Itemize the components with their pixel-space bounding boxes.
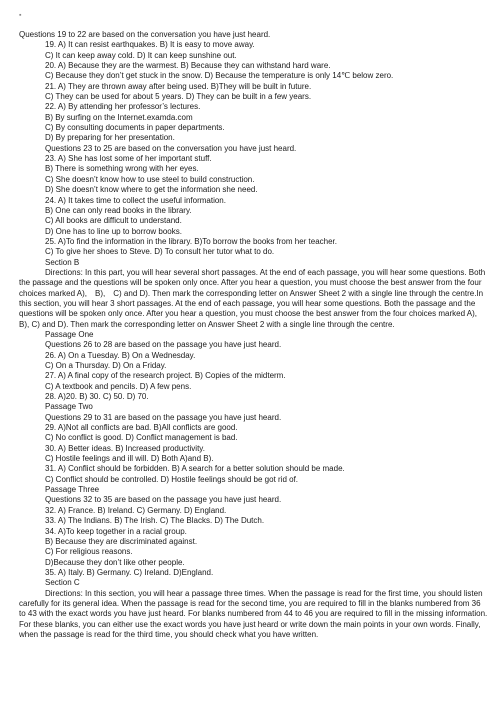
document-body (19, 30, 489, 640)
text-line: 20. A) Because they are the warmest. B) Because they can withstand hard ware. (45, 61, 331, 71)
text-line: 29. A)Not all conflicts are bad. B)All conflicts are good. (45, 423, 238, 433)
text-line: C) She doesn’t know how to use steel to build construction. (45, 174, 255, 184)
text-line: C) Because they don’t get stuck in the snow. D) Because the temperature is only 14℃ below zero. (45, 71, 394, 81)
text-line: 30. A) Better ideas. B) Increased productivity. (45, 443, 205, 453)
text-line: 32. A) France. B) Ireland. C) Germany. D) England. (45, 505, 227, 515)
text-line: Questions 23 to 25 are based on the conversation you have just heard. (45, 143, 297, 153)
text-line: C) To give her shoes to Steve. D) To consult her tutor what to do. (45, 247, 275, 257)
text-line: 33. A) The Indians. B) The Irish. C) The Blacks. D) The Dutch. (45, 516, 265, 526)
text-line: Questions 19 to 22 are based on the conversation you have just heard. (19, 30, 271, 39)
text-line: D) By preparing for her presentation. (45, 133, 175, 143)
text-line: C) On a Thursday. D) On a Friday. (45, 361, 167, 370)
text-line: D) She doesn’t know where to get the information she need. (45, 185, 258, 195)
text-line: C) No conflict is good. D) Conflict management is bad. (45, 433, 238, 443)
text-line: 28. A)20. B) 30. C) 50. D) 70. (45, 392, 149, 402)
text-line: B) There is something wrong with her eyes. (45, 164, 199, 174)
text-line: Passage Three (45, 485, 100, 495)
text-line: 25. A)To find the information in the library. B)To borrow the books from her teacher. (45, 236, 337, 246)
text-line: 19. A) It can resist earthquakes. B) It is easy to move away. (45, 40, 255, 50)
text-line: Passage One (45, 329, 94, 339)
text-line: 21. A) They are thrown away after being used. B)They will be built in future. (45, 81, 312, 91)
text-line: C) All books are difficult to understand. (45, 216, 182, 226)
text-line: 22. A) By attending her professor’s lectures. (45, 102, 201, 112)
text-line: 27. A) A final copy of the research project. B) Copies of the midterm. (45, 371, 286, 381)
text-line: D) One has to line up to borrow books. (45, 226, 182, 236)
text-line: C) For religious reasons. (45, 547, 133, 557)
text-line: C) A textbook and pencils. D) A few pens. (45, 381, 192, 391)
text-line: C) They can be used for about 5 years. D) They can be built in a few years. (45, 92, 312, 102)
text-line: 23. A) She has lost some of her important stuff. (45, 154, 212, 164)
text-line: B) By surfing on the Internet.examda.com (45, 112, 193, 122)
text-line: 31. A) Conflict should be forbidden. B) A search for a better solution should be made. (45, 464, 345, 474)
text-line: C) It can keep away cold. D) It can keep sunshine out. (45, 50, 237, 60)
text-line: Questions 32 to 35 are based on the passage you have just heard. (45, 495, 282, 505)
text-line: D)Because they don’t like other people. (45, 557, 185, 567)
text-line: C) Conflict should be controlled. D) Hostile feelings should be got rid of. (45, 474, 299, 484)
text-line: C) By consulting documents in paper departments. (45, 123, 225, 133)
text-line: 26. A) On a Tuesday. B) On a Wednesday. (45, 350, 196, 360)
directions-paragraph: Directions: In this section, you will hear a passage three times. When the passage is read for the first time, you should listen carefully for its general idea. When the passage is read for the second time, you are required to fill in the blanks numbered from 36 to 43 with the exact words you have just heard. For blanks numbered from 44 to 46 you are required to fill in the missing information. For these blanks, you can either use the exact words you have just heard or write down the main points in your own words. Finally, when the passage is read for the third time, you should check what you have written. (19, 588, 488, 639)
text-line: B) One can only read books in the library. (45, 205, 192, 215)
text-line: Section C (45, 578, 80, 588)
text-line: 24. A) It takes time to collect the useful information. (45, 195, 226, 205)
text-line: Passage Two (45, 402, 93, 412)
page-marker: ▪ (19, 12, 22, 19)
text-line: Section B (45, 257, 80, 267)
text-line: 34. A)To keep together in a racial group. (45, 526, 187, 536)
text-line: 35. A) Italy. B) Germany. C) Ireland. D)England. (45, 567, 214, 577)
text-line: C) Hostile feelings and ill will. D) Both A)and B). (45, 454, 214, 464)
directions-paragraph: Directions: In this part, you will hear several short passages. At the end of each passage, you will hear some questions. Both the passage and the questions will be spoken only once. After you hear a question, you must choose the best answer from the four choices marked A), B), C) and D). Then mark the corresponding letter on Answer Sheet 2 with a single line through the centre.In this section, you will hear 3 short passages. At the end of each passage, you will hear some questions. Both the passage and the questions will be spoken only once. After you hear a question, you must choose the best answer from the four choices marked A), B), C) and D). Then mark the corresponding letter on Answer Sheet 2 with a single line through the centre. (19, 267, 486, 329)
text-line: Questions 29 to 31 are based on the passage you have just heard. (45, 412, 282, 422)
text-line: B) Because they are discriminated against. (45, 536, 198, 546)
text-line: Questions 26 to 28 are based on the passage you have just heard. (45, 340, 282, 350)
